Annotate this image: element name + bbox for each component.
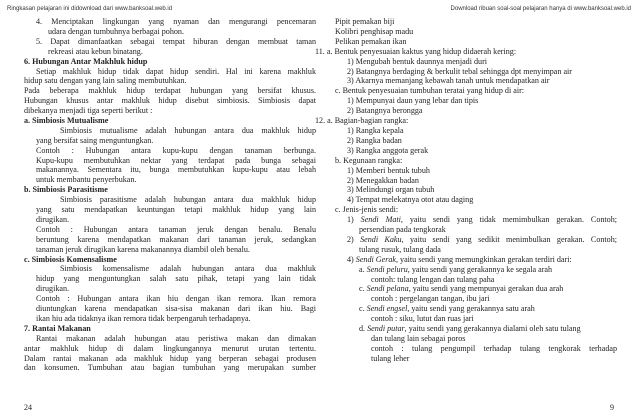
- joint-term: Sendi engsel: [366, 304, 408, 314]
- text-line: 1) Rangka kepala: [347, 125, 404, 135]
- text-line: 1) Memberi bentuk tubuh: [347, 165, 430, 175]
- text-line: 12. a. Bagian-bagian rangka:: [315, 116, 409, 126]
- text-line: 3) Melindungi organ tubuh: [347, 185, 435, 195]
- joint-term: Sendi Mati: [360, 215, 401, 225]
- text-line: 7. Rantai Makanan: [24, 323, 91, 333]
- joint-term: Sendi Gerak: [355, 254, 396, 264]
- joint-term: Sendi Kaku: [360, 234, 402, 244]
- right-column: [315, 17, 617, 364]
- header-right-text: Download ribuan soal-soal pelajaran hanya di www.banksoal.web.id: [450, 6, 631, 12]
- page-number-left: 24: [24, 403, 32, 412]
- text-line: contoh : pergelangan tangan, ibu jari: [371, 294, 490, 304]
- text-line: 4) Tempat melekatnya otot atau daging: [347, 195, 474, 205]
- text-line: 5. Dapat dimanfaatkan sebagai tempat hiburan dengan membuat taman: [36, 36, 316, 46]
- text-line: ikan hiu ada tidaknya ikan remora tidak berpengaruh terhadapnya.: [36, 313, 251, 323]
- text-line: 2) Menegakkan badan: [347, 175, 419, 185]
- text-line: makanannya. Sementara itu, bunga membutuhkan kupu-kupu atau lebah: [36, 165, 316, 175]
- page-number-right: 9: [610, 403, 614, 412]
- text-line: d. Sendi putar, yaitu sendi yang gerakannya dialami oleh satu tulang: [359, 324, 581, 334]
- text-line: contoh: tulang lengan dan tulang paha: [371, 274, 495, 284]
- text-line: c. Jenis-jenis sendi:: [335, 205, 399, 215]
- text-line: Pelikan pemakan ikan: [335, 36, 407, 46]
- text-line: yang bersifat saing menguntungkan.: [36, 135, 154, 145]
- text-line: 4) Sendi Gerak, yaitu sendi yang memungkinkan gerakan terdiri dari:: [347, 254, 572, 264]
- text-line: 2) Sendi Kaku, yaitu sendi yang sedikit menimbulkan gerakan. Contoh;: [347, 234, 617, 244]
- text-line: 3) Rangka anggota gerak: [347, 145, 429, 155]
- text-line: dibekanya menjadi tiga seperti berikut :: [24, 106, 153, 116]
- text-line: Simbiosis komensalisme adalah hubungan antara dua makhluk: [60, 264, 316, 274]
- text-line: hidup yang menguntungkan salah satu pihak, tetapi yang lain tidak: [36, 274, 316, 284]
- text-line: contoh : siku, lutut dan ruas jari: [371, 314, 474, 324]
- text-line: 3) Akarnya memanjang kebawah tanah untuk mendapatkan air: [347, 76, 550, 86]
- text-line: udara dengan tumbuhnya berbagai pohon.: [48, 26, 184, 36]
- header-left-text: Ringkasan pelajaran ini didownload dari www.banksoal.web.id: [7, 6, 173, 12]
- text-line: Contoh : Hubungan antara kupu-kupu dengan tanaman berbunga.: [36, 145, 316, 155]
- text-line: 1) Mengubah bentuk daunnya menjadi duri: [347, 56, 488, 66]
- text-line: tulang leher: [371, 353, 410, 363]
- text-line: hidup satu dengan yang lain saling membutuhkan.: [24, 76, 187, 86]
- text-line: 1) Sendi Mati, yaitu sendi yang tidak memimbulkan gerakan. Contoh;: [347, 215, 617, 225]
- text-line: antar makhluk hidup di dalam lingkungannya menurut urutan tertentu.: [24, 343, 316, 353]
- text-line: Kupu-kupu membutuhkan nektar yang terdapat pada bunga sebagai: [36, 155, 316, 165]
- text-line: 2) Batangnya berdaging & berkulit tebal sehingga dpt menyimpan air: [347, 66, 572, 76]
- text-line: c. Simbiosis Komensalisme: [24, 254, 117, 264]
- text-line: c. Bentuk penyesuaian tumbuhan teratai yang hidup di air:: [335, 86, 525, 96]
- left-column: [24, 17, 316, 373]
- text-line: Kolibri penghisap madu: [335, 26, 414, 36]
- text-line: Pada beberapa makhluk hidup terdapat hubungan yang bersifat khusus.: [24, 86, 316, 96]
- text-line: 11. a. Bentuk penyesuaian kaktus yang hidup didaerah kering:: [315, 46, 517, 56]
- text-line: beruntung karena mendapatkan makanan dari tanaman jeruk, sedangkan: [36, 234, 316, 244]
- joint-term: Sendi peluru: [366, 264, 408, 274]
- text-line: diuntungkan karena mendapatkan sisa-sisa makanan dari ikan hiu. Bagi: [36, 304, 316, 314]
- text-line: Contoh : Hubungan antara ikan hiu dengan ikan remora. Ikan remora: [36, 294, 316, 304]
- text-line: 4. Menciptakan lingkungan yang nyaman dan mengurangi pencemaran: [36, 17, 316, 26]
- text-line: Simbiosis parasitisme adalah hubungan antara dua makhluk hidup: [60, 195, 316, 205]
- text-line: dirugikan.: [36, 214, 70, 224]
- text-line: Setiap makhluk hidup tidak dapat hidup sendiri. Hal ini karena makhluk: [36, 66, 316, 76]
- text-line: Simbiosis mutualisme adalah hubungan antara dua makhluk hidup: [60, 125, 316, 135]
- text-line: 2) Batangnya berongga: [347, 106, 423, 116]
- text-line: b. Simbiosis Parasitisme: [24, 185, 108, 195]
- text-line: Rantai makanan adalah hubungan atau peristiwa makan dan dimakan: [36, 333, 316, 343]
- text-line: 2) Rangka badan: [347, 135, 402, 145]
- text-line: Dalam rantai makanan ada makhluk hidup yang berperan sebagai produsen: [24, 353, 316, 363]
- text-line: dirugikan.: [36, 284, 70, 294]
- text-line: yang satu mendapatkan keuntungan tetapi makhluk hidup yang lain: [36, 205, 316, 215]
- text-line: dan tulang lain sebagai poros: [371, 333, 466, 343]
- text-line: c. Sendi pelana, yaitu sendi yang mempunyai gerakan dua arah: [359, 284, 564, 294]
- text-line: a. Simbiosis Mutualisme: [24, 115, 109, 125]
- text-line: dan konsumen. Tumbuhan atau bagian tumbuhan yang merupakan sumber: [24, 363, 316, 373]
- text-line: c. Sendi engsel, yaitu sendi yang gerakannya satu arah: [359, 304, 535, 314]
- text-line: untuk membantu penyerbukan.: [36, 175, 137, 185]
- text-line: 1) Mempunyai daun yang lebar dan tipis: [347, 96, 479, 106]
- text-line: tulang rusuk, tulang dada: [359, 244, 441, 254]
- joint-term: Sendi pelana: [366, 284, 409, 294]
- joint-term: Sendi putar: [367, 324, 405, 334]
- text-line: persendian pada tengkorak: [359, 225, 446, 235]
- text-line: Pipit pemakan biji: [335, 17, 395, 26]
- text-line: 6. Hubungan Antar Makhluk hidup: [24, 56, 148, 66]
- text-line: b. Kegunaan rangka:: [335, 155, 403, 165]
- text-line: tanaman jeruk dirugikan karena makanannya diambil oleh benalu.: [36, 244, 250, 254]
- text-line: rekreasi atau kebun binatang.: [48, 46, 143, 56]
- text-line: Hubungan khusus antar makhluk hidup disebut simbiosis. Simbiosis dapat: [24, 96, 316, 106]
- text-line: Contoh : Hubungan antara tanaman jeruk dengan benalu. Benalu: [36, 224, 316, 234]
- text-line: a. Sendi peluru, yaitu sendi yang gerakannya ke segala arah: [359, 264, 553, 274]
- text-line: contoh : tulang pengumpil terhadap tulang tengkorak terhadap: [371, 343, 617, 353]
